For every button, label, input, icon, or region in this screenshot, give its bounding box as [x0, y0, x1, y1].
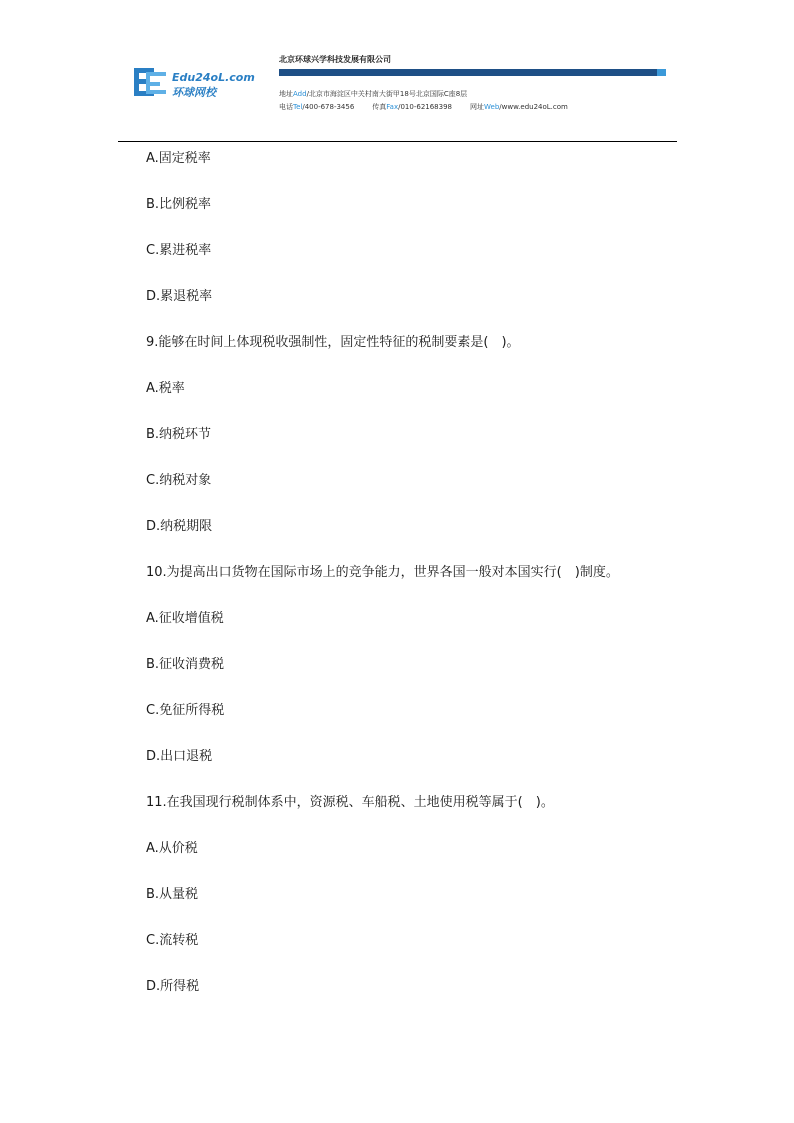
address-line: [279, 89, 467, 99]
question-9: 9.能够在时间上体现税收强制性，固定性特征的税制要素是( )。: [146, 335, 520, 350]
tel-label-en: Tel: [293, 103, 303, 111]
web-value: /www.edu24oL.com: [499, 103, 568, 111]
option-a: A.从价税: [146, 841, 198, 856]
option-b: B.从量税: [146, 887, 199, 902]
option-d: D.累退税率: [146, 289, 213, 304]
option-c: C.纳税对象: [146, 473, 212, 488]
document-body: [146, 150, 686, 1024]
company-name: 北京环球兴学科技发展有限公司: [279, 55, 391, 64]
address-label-en: Add: [293, 90, 307, 98]
header-stripe-light: [657, 69, 666, 76]
option-a: A.税率: [146, 381, 185, 396]
option-b: B.纳税环节: [146, 427, 212, 442]
logo-text-en: Edu24oL.com: [172, 71, 255, 84]
edu-e-logo-icon: [132, 66, 170, 98]
tel-value: /400-678-3456: [302, 103, 355, 111]
web-label: 网址: [470, 103, 484, 111]
question-10: 10.为提高出口货物在国际市场上的竞争能力，世界各国一般对本国实行( )制度。: [146, 565, 619, 580]
page-header: [0, 0, 794, 142]
option-b: B.征收消费税: [146, 657, 225, 672]
logo: [132, 66, 255, 100]
header-stripe-dark: [279, 69, 657, 76]
header-divider: [118, 141, 677, 142]
option-a: A.征收增值税: [146, 611, 224, 626]
fax-label: 传真: [372, 103, 387, 111]
logo-text-cn: 环球网校: [172, 86, 216, 99]
tel-label: 电话: [279, 103, 293, 111]
fax-label-en: Fax: [386, 103, 399, 111]
contact-line: [279, 102, 568, 112]
option-c: C.免征所得税: [146, 703, 225, 718]
web-label-en: Web: [484, 103, 500, 111]
address-value: /北京市海淀区中关村南大街甲18号北京国际C座8层: [306, 90, 468, 98]
address-label: 地址: [279, 90, 293, 98]
option-c: C.累进税率: [146, 243, 212, 258]
option-b: B.比例税率: [146, 197, 212, 212]
option-d: D.出口退税: [146, 749, 213, 764]
option-c: C.流转税: [146, 933, 199, 948]
option-d: D.纳税期限: [146, 519, 213, 534]
option-d: D.所得税: [146, 979, 200, 994]
question-11: 11.在我国现行税制体系中，资源税、车船税、土地使用税等属于( )。: [146, 795, 554, 810]
option-a: A.固定税率: [146, 151, 211, 166]
fax-value: /010-62168398: [398, 103, 452, 111]
